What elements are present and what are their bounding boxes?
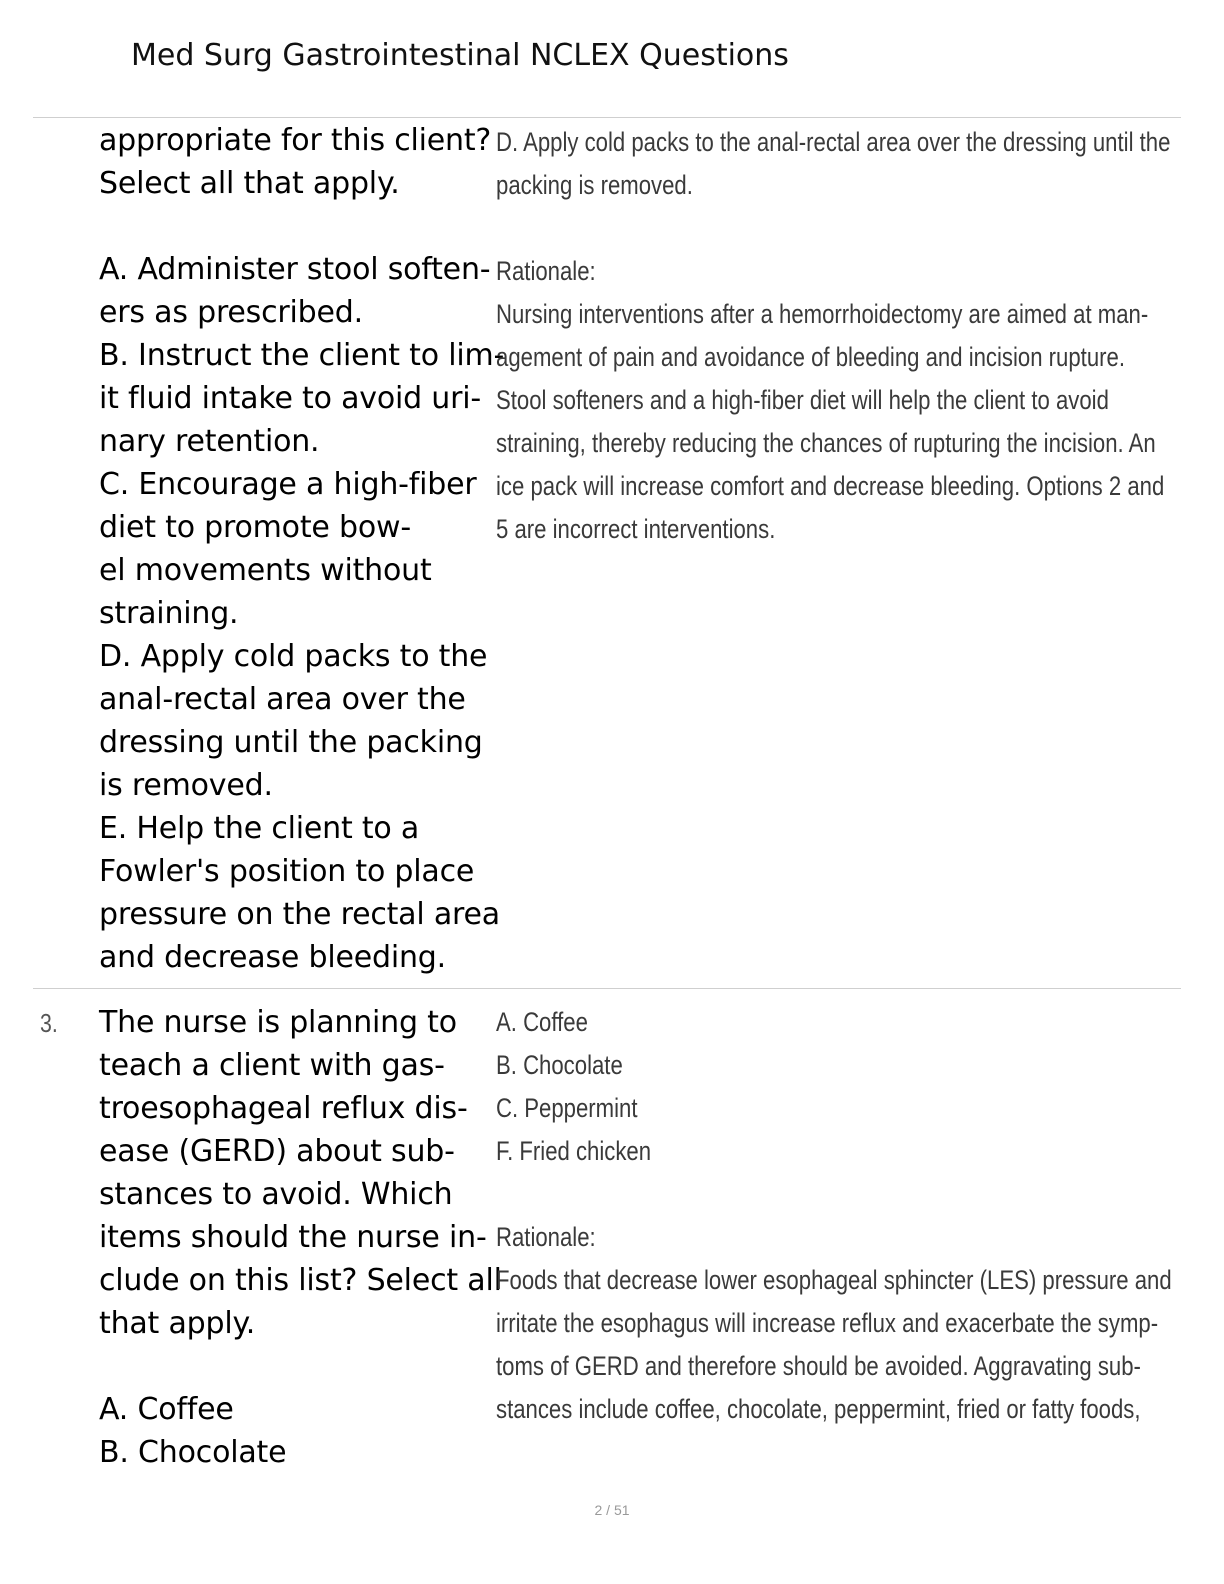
rationale-line: ice pack will increase comfort and decrease bleeding. Options 2 and xyxy=(496,471,1165,501)
question-text-prev xyxy=(99,119,505,979)
option-e-cont: pressure on the rectal area xyxy=(99,897,500,932)
answer-text-prev xyxy=(496,121,1186,551)
question-number: 3. xyxy=(40,1008,58,1038)
question-divider xyxy=(33,988,1181,989)
option-d-cont: is removed. xyxy=(99,768,273,803)
option-b-cont: nary retention. xyxy=(99,424,320,459)
answer-line: packing is removed. xyxy=(496,170,693,200)
rationale-line: Foods that decrease lower esophageal sphincter (LES) pressure and xyxy=(496,1265,1172,1295)
page-title: Med Surg Gastrointestinal NCLEX Questions xyxy=(131,38,789,73)
option-b-cont: it fluid intake to avoid uri- xyxy=(99,381,482,416)
answer-line: B. Chocolate xyxy=(496,1050,623,1080)
option-c: C. Encourage a high-fiber xyxy=(99,467,477,502)
option-c-cont: straining. xyxy=(99,596,239,631)
option-b: B. Chocolate xyxy=(99,1435,287,1470)
rationale-label: Rationale: xyxy=(496,256,596,286)
option-d-cont: anal-rectal area over the xyxy=(99,682,466,717)
option-e-cont: Fowler's position to place xyxy=(99,854,475,889)
option-c-cont: diet to promote bow- xyxy=(99,510,411,545)
option-d: D. Apply cold packs to the xyxy=(99,639,488,674)
blank-line xyxy=(496,207,1186,250)
question-line: that apply. xyxy=(99,1306,256,1341)
answer-line: F. Fried chicken xyxy=(496,1136,652,1166)
question-line: stances to avoid. Which xyxy=(99,1177,453,1212)
option-e-cont: and decrease bleeding. xyxy=(99,940,446,975)
blank-line xyxy=(496,1173,1186,1216)
header-divider xyxy=(33,117,1181,118)
option-e: E. Help the client to a xyxy=(99,811,420,846)
answer-line: A. Coffee xyxy=(496,1007,588,1037)
question-line: The nurse is planning to xyxy=(99,1005,457,1040)
option-b: B. Instruct the client to lim- xyxy=(99,338,505,373)
page-number: 2 / 51 xyxy=(594,1502,630,1518)
question-line: ease (GERD) about sub- xyxy=(99,1134,455,1169)
rationale-line: 5 are incorrect interventions. xyxy=(496,514,776,544)
option-a: A. Coffee xyxy=(99,1392,234,1427)
rationale-line: straining, thereby reducing the chances of rupturing the incision. An xyxy=(496,428,1156,458)
option-a: A. Administer stool soften- xyxy=(99,252,491,287)
rationale-line: agement of pain and avoidance of bleeding and incision rupture. xyxy=(496,342,1125,372)
rationale-label: Rationale: xyxy=(496,1222,596,1252)
answer-line: C. Peppermint xyxy=(496,1093,638,1123)
question-line: teach a client with gas- xyxy=(99,1048,445,1083)
option-d-cont: dressing until the packing xyxy=(99,725,483,760)
rationale-line: irritate the esophagus will increase reflux and exacerbate the symp- xyxy=(496,1308,1159,1338)
question-line: clude on this list? Select all xyxy=(99,1263,502,1298)
question-line: troesophageal reflux dis- xyxy=(99,1091,468,1126)
rationale-line: Nursing interventions after a hemorrhoidectomy are aimed at man- xyxy=(496,299,1149,329)
rationale-line: Stool softeners and a high-fiber diet will help the client to avoid xyxy=(496,385,1109,415)
rationale-line: stances include coffee, chocolate, peppermint, fried or fatty foods, xyxy=(496,1394,1141,1424)
question-text-3 xyxy=(99,1001,502,1474)
question-line: items should the nurse in- xyxy=(99,1220,487,1255)
question-line: appropriate for this client? xyxy=(99,123,492,158)
rationale-line: toms of GERD and therefore should be avoided. Aggravating sub- xyxy=(496,1351,1141,1381)
answer-text-3 xyxy=(496,1001,1186,1431)
option-c-cont: el movements without xyxy=(99,553,432,588)
blank-line xyxy=(99,205,491,248)
option-a-cont: ers as prescribed. xyxy=(99,295,363,330)
answer-line: D. Apply cold packs to the anal-rectal area over the dressing until the xyxy=(496,127,1171,157)
question-line: Select all that apply. xyxy=(99,166,400,201)
blank-line xyxy=(99,1345,491,1388)
